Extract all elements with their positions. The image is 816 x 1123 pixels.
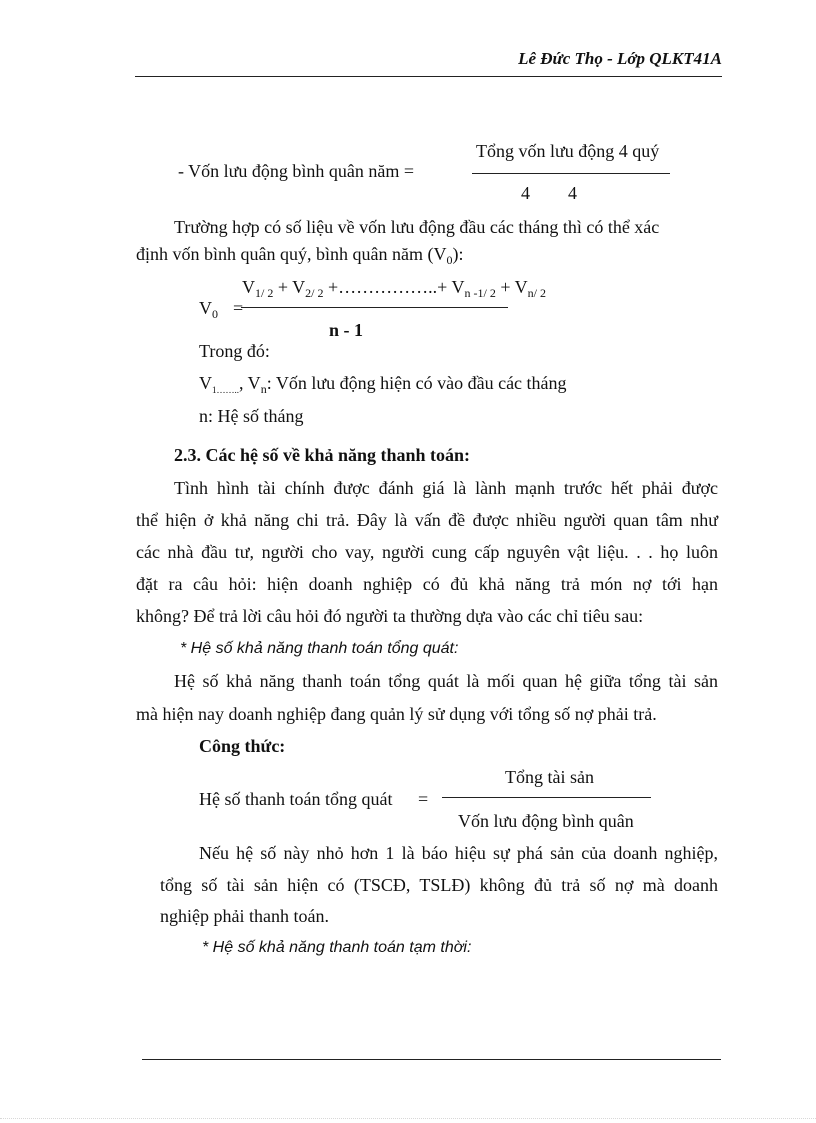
paragraph-vbq-line2 [136,244,464,267]
section-heading: 2.3. Các hệ số về khả năng thanh toán: [174,445,471,465]
where-label: Trong đó: [199,341,270,361]
header-rule [135,76,722,77]
formula1-denominator-b: 4 [568,183,577,203]
paragraph-vbq-line1 [174,211,718,243]
paragraph-solvency-line3: các nhà đầu tư, người cho vay, người cung cấp nguyên vật liệu. . . họ luôn [136,542,718,562]
formula1-numerator: Tổng vốn lưu động 4 quý [476,141,660,161]
formula2-fraction-bar [241,307,508,308]
formula1-denominator-a: 4 [521,183,530,203]
paragraph-solvency-line5: không? Để trả lời câu hỏi đó người ta thường dựa vào các chỉ tiêu sau: [136,606,644,626]
text-segment: định vốn bình quân quý, bình quân năm (V [136,244,447,264]
paragraph-bankruptcy-line1: Nếu hệ số này nhỏ hơn 1 là báo hiệu sự phá sản của doanh nghiệp, [199,843,718,863]
paragraph-general-line1: Hệ số khả năng thanh toán tổng quát là mối quan hệ giữa tổng tài sản [174,671,718,691]
formula3-equals: = [418,789,429,809]
formula3-denominator: Vốn lưu động bình quân [458,811,634,831]
formula2-equals: = [233,298,244,318]
footer-rule [142,1059,721,1060]
formula3-fraction-bar [442,797,651,798]
text-segment: ): [452,244,464,264]
paragraph-general-line2: mà hiện nay doanh nghiệp đang quản lý sử dụng với tổng số nợ phải trả. [136,704,657,724]
formula2-denominator: n - 1 [329,320,364,340]
formula1-label: - Vốn lưu động bình quân năm = [178,161,415,181]
formula2-numerator: $V_{1/ 2} + V_{2/ 2}$ +……………..+ $V_{n -1/ 2} + V_{n/ 2}$ [242,277,547,300]
subheading-temporary-ratio: * Hệ số khả năng thanh toán tạm thời: [202,939,472,956]
paragraph-bankruptcy-line3: nghiệp phải thanh toán. [160,906,329,926]
paragraph-solvency-line2: thể hiện ở khả năng chi trả. Đây là vấn đề được nhiều người quan tâm như [136,510,718,530]
where-v-definition: $V_{1\dots\dots..}$, $V_n$: Vốn lưu động hiện có vào đầu các tháng [199,373,567,396]
subscript: 0 [446,253,453,267]
formula-label: Công thức: [199,736,286,756]
formula3-lhs: Hệ số thanh toán tổng quát [199,789,393,809]
formula2-lhs: $V_0$ [199,298,218,321]
paragraph-solvency-line4: đặt ra câu hỏi: hiện doanh nghiệp có đủ khả năng trả món nợ tới hạn [136,574,718,594]
paragraph-solvency-line1: Tình hình tài chính được đánh giá là lành mạnh trước hết phải được [174,478,718,498]
formula1-fraction-bar [472,173,670,174]
text-line: Trường hợp có số liệu về vốn lưu động đầu các tháng thì có thể xác [174,217,660,237]
page-bottom-dotted-border [0,1118,816,1119]
subheading-general-ratio: * Hệ số khả năng thanh toán tổng quát: [180,640,459,657]
where-n-definition: n: Hệ số tháng [199,406,304,426]
header-title: Lê Đức Thọ - Lớp QLKT41A [518,49,722,68]
paragraph-bankruptcy-line2: tổng số tài sản hiện có (TSCĐ, TSLĐ) không đủ trả số nợ mà doanh [160,875,718,895]
formula3-numerator: Tổng tài sản [505,767,594,787]
